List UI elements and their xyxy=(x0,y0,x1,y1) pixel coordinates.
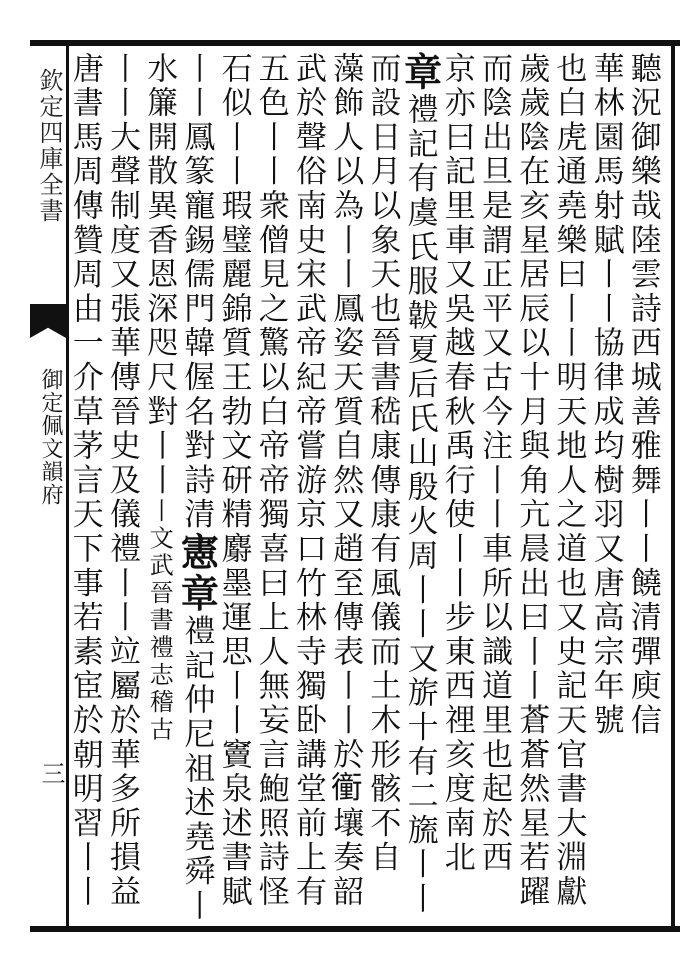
text-segment: 歲歲陰在亥星居辰以十月與角亢晨出曰丨丨蒼蒼然星若躍 xyxy=(513,52,550,910)
text-column xyxy=(214,52,254,922)
text-segment: 聽況御樂哉陸雲詩西城善雅舞丨丨饒清彈庾信 xyxy=(624,52,661,738)
text-column xyxy=(139,52,179,922)
text-column xyxy=(102,52,142,922)
text-segment: 丨丨大聲制度又張華傳晉史及儀禮丨丨竝屬於華多所損益 xyxy=(104,52,140,910)
text-segment: 唐書馬周傳贊周由一介草茅言天下事若素宦於朝明習丨丨 xyxy=(66,52,103,910)
bottom-frame-rule xyxy=(30,926,680,932)
text-segment: 京亦曰記里車又吳越春秋禹行使丨丨步東西𥚃亥度南北 xyxy=(438,52,475,876)
text-column xyxy=(511,52,551,922)
page-margin-strip xyxy=(30,46,66,926)
text-column xyxy=(586,52,626,922)
text-column xyxy=(288,52,328,922)
text-segment: 藻飾人以為丨丨鳳姿天質自然又趙至傳表丨丨於𧘂壤奏韶 xyxy=(327,52,364,910)
text-segment: 五色丨丨衆僧見之驚以白帝帝獨喜曰上人無妄言鮑照詩怪 xyxy=(252,52,289,910)
text-column xyxy=(325,52,365,922)
text-segment: 水簾開散異香恩深咫尺對丨丨 xyxy=(141,52,178,498)
entry-heading: 憲章 xyxy=(174,532,220,615)
text-segment: 而設日月以象天也晉書嵇康傳康有風儀而土木形骸不自 xyxy=(364,52,401,876)
book-title: 御定佩文韻府 xyxy=(38,368,63,506)
text-segment: 而陰出旦是謂正平又古今注丨丨車所以識道里也起於西 xyxy=(476,52,512,876)
text-segment: 華林園馬射賦丨丨協律成均樹羽又唐高宗年號 xyxy=(587,52,624,738)
right-frame-rule xyxy=(671,40,675,932)
top-frame-rule xyxy=(30,40,680,46)
text-segment: 禮記仲尼祖述堯舜丨 xyxy=(178,614,215,924)
page-number: 三 xyxy=(37,761,65,785)
text-segment: 也白虎通堯樂曰丨丨明天地人之道也又史記天官書大淵獻 xyxy=(550,52,587,910)
fishtail-mark-icon xyxy=(30,304,66,338)
text-column xyxy=(474,52,514,922)
text-column xyxy=(437,52,477,922)
series-title: 欽定四庫全書 xyxy=(35,68,63,224)
text-segment: 石似丨丨瑕璧麗錦質王勃文研精麝墨運思丨丨竇泉述書賦 xyxy=(215,52,252,910)
text-column xyxy=(362,52,402,922)
text-column xyxy=(65,52,105,922)
text-segment: 丨丨鳳篆寵錫儒門韓偓名對詩清 xyxy=(178,52,215,533)
entry-heading: 章 xyxy=(397,52,443,94)
text-column xyxy=(251,52,291,922)
text-segment: 丨文武晉書禮志稽古 xyxy=(145,497,174,744)
text-column xyxy=(174,52,220,924)
text-column xyxy=(397,52,443,922)
text-segment: 武於聲俗南史宋武帝紀帝嘗游京口竹林寺獨卧講堂前上有 xyxy=(290,52,326,910)
text-column xyxy=(548,52,588,922)
text-segment: 禮記有虞氏服韍夏后氏山殷火周丨丨又旂十有二旒丨丨 xyxy=(401,93,438,917)
text-column xyxy=(623,52,663,922)
